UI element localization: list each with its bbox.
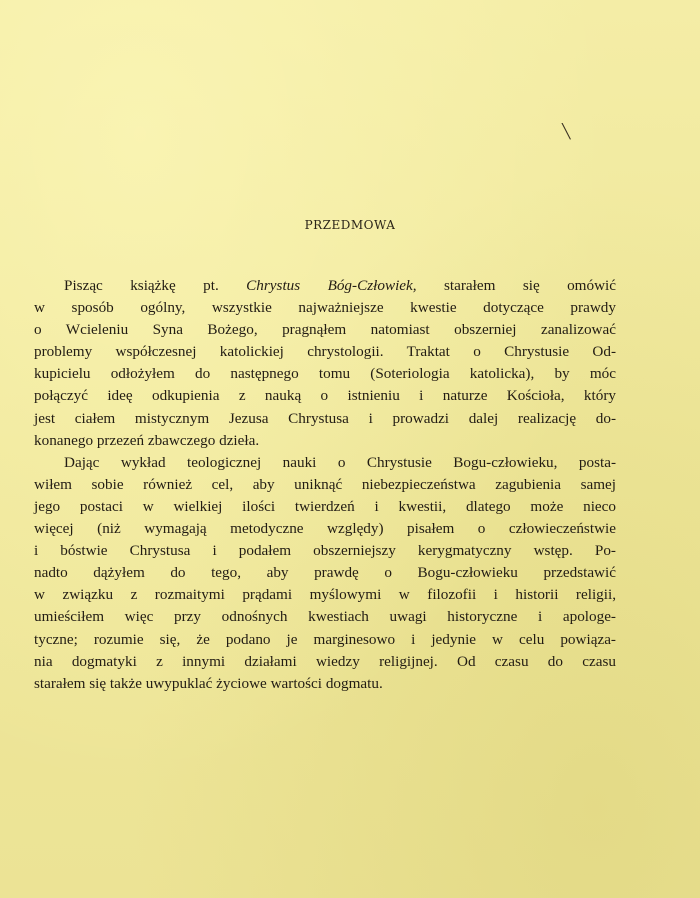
text-line: jego postaci w wielkiej ilości twierdzeń i kwestii, dlatego może nieco (34, 497, 616, 515)
text-line: o Wcieleniu Syna Bożego, pragnąłem natomiast obszerniej zanalizować (34, 321, 616, 339)
text-line: w sposób ogólny, wszystkie najważniejsze kwestie dotyczące prawdy (34, 299, 616, 317)
text-line: tyczne; rozumie się, że podano je marginesowo i jedynie w celu powiąza- (34, 630, 616, 648)
text-line: nia dogmatyki z innymi działami wiedzy religijnej. Od czasu do czasu (34, 652, 616, 670)
book-title-italic: Chrystus Bóg-Człowiek, (246, 277, 417, 294)
text-line: i bóstwie Chrystusa i podałem obszerniejszy kerygmatyczny wstęp. Po- (34, 542, 616, 560)
text-line: więcej (niż wymagają metodyczne względy) pisałem o człowieczeństwie (34, 520, 616, 538)
page-blemish-mark: ╲ (562, 124, 571, 140)
text-line: kupicielu odłożyłem do następnego tomu (Soteriologia katolicka), by móc (34, 365, 616, 383)
preface-body (34, 275, 616, 695)
chapter-heading-text: PRZEDMOWA (304, 218, 396, 232)
text-line: konanego przezeń zbawczego dzieła. (34, 431, 260, 449)
text-line: wiłem sobie również cel, aby uniknąć niebezpieczeństwa zagubienia samej (34, 475, 616, 493)
text-line: Pisząc książkę pt. Chrystus Bóg-Człowiek, starałem się omówić (64, 277, 617, 294)
text-line: jest ciałem mistycznym Jezusa Chrystusa i prowadzi dalej realizację do- (34, 409, 616, 427)
text-line: nadto dążyłem do tego, aby prawdę o Bogu-człowieku przedstawić (34, 564, 616, 582)
text-line: problemy współczesnej katolickiej chrystologii. Traktat o Chrystusie Od- (34, 343, 616, 361)
text-line: umieściłem więc przy odnośnych kwestiach uwagi historyczne i apologe- (34, 608, 616, 626)
text-line: w związku z rozmaitymi prądami myślowymi w filozofii i historii religii, (34, 586, 616, 604)
text-line: starałem się także uwypuklać życiowe wartości dogmatu. (34, 674, 383, 692)
chapter-heading (0, 218, 700, 232)
text-line: połączyć ideę odkupienia z nauką o istnieniu i naturze Kościoła, który (34, 387, 616, 405)
text-line: Dając wykład teologicznej nauki o Chrystusie Bogu-człowieku, posta- (64, 453, 616, 471)
